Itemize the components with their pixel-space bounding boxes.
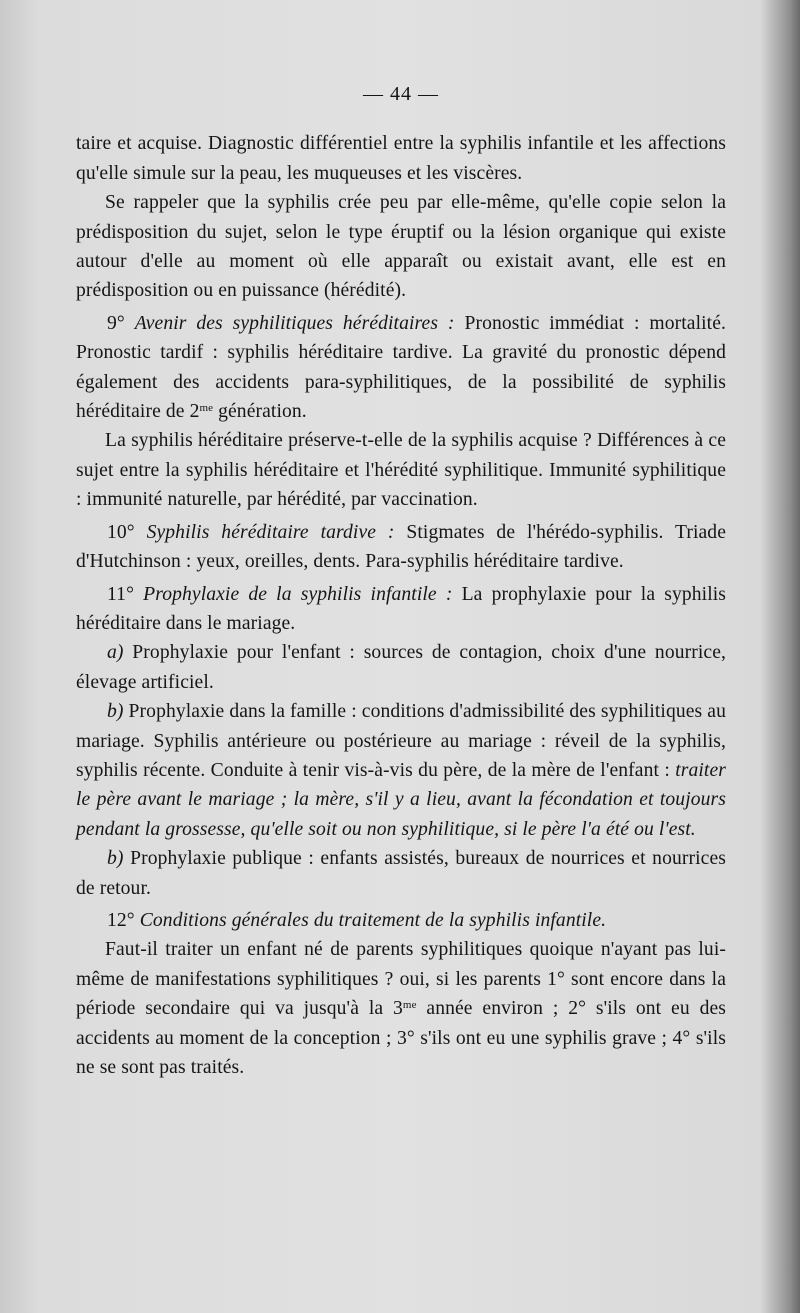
paragraph-text: taire et acquise. Diagnostic différentiel entre la syphilis infantile et les affections qu'elle simule sur la peau, les muqueuses et les viscères. [76,133,726,184]
ordinal-superscript: me [402,999,417,1012]
ordinal-superscript: me [199,402,214,415]
paragraph-text: Faut-il traiter un enfant né de parents syphilitiques quoique n'ayant pas lui-même de manifestations syphilitiques ? oui, si les parents 1° sont encore dans la période secondaire qui va jusqu'à la [76,939,726,1020]
paragraph-text: Prophylaxie dans la famille : conditions d'admissibilité des syphilitiques au mariage. Syphilis antérieure ou postérieure au mariage : réveil de la syphilis, syphilis récente. Conduite à tenir vis-à-vis du père, de la mère de l'enfant : [76,701,726,781]
item-b-famille [76,697,726,844]
paragraph-diagnostic [76,129,726,188]
section-number: 11° [107,583,135,605]
section-number: 12° [107,909,135,931]
section-heading: Conditions générales du traitement de la syphilis infantile. [139,909,607,931]
section-heading: Syphilis héréditaire tardive : [146,521,395,543]
item-label: b) [107,848,124,870]
section-heading: Prophylaxie de la syphilis infantile : [143,583,453,605]
page-number: — 44 — [363,83,439,105]
ordinal-number: 2 [189,401,200,423]
item-label: b) [107,701,124,723]
paragraph-text: La prophylaxie pour la syphilis héréditaire dans le mariage. [76,583,727,634]
paragraph-text: Prophylaxie pour l'enfant : sources de contagion, choix d'une nourrice, élevage artificiel. [76,642,727,693]
paragraph-text-continued: génération. [218,401,307,423]
section-heading: Avenir des syphilitiques héréditaires : [134,312,455,334]
italic-passage: traiter le père avant le mariage ; la mère, s'il y a lieu, avant la fécondation et toujours pendant la grossesse, qu'elle soit ou non syphilitique, si le père l'a été ou l'est. [76,759,726,840]
paragraph-text: Prophylaxie publique : enfants assistés, bureaux de nourrices et nourrices de retour. [76,848,726,899]
section-9-avenir [76,309,726,427]
item-b-publique [76,844,726,903]
paragraph-text: Stigmates de l'hérédo-syphilis. Triade d'Hutchinson : yeux, oreilles, dents. Para-syphilis héréditaire tardive. [76,521,726,573]
section-12-traitement [76,906,726,935]
paragraph-traiter [76,935,726,1082]
section-10-tardive [76,518,726,577]
section-number: 10° [107,521,135,543]
section-number: 9° [107,312,125,334]
section-11-prophylaxie [76,580,726,639]
paragraph-predisposition [76,188,726,306]
paragraph-immunite [76,426,726,514]
paragraph-text: La syphilis héréditaire préserve-t-elle de la syphilis acquise ? Différences à ce sujet entre la syphilis héréditaire et l'hérédité syphilitique. Immunité syphilitique : immunité naturelle, par hérédité, par vaccination. [76,430,726,511]
paragraph-text: Pronostic immédiat : mortalité. Pronostic tardif : syphilis héréditaire tardive. La gravité du pronostic dépend également des accidents para-syphilitiques, de la possibilité de syphilis héréditaire de [76,312,726,423]
paragraph-text: Se rappeler que la syphilis crée peu par elle-même, qu'elle copie selon la prédisposition du sujet, selon le type éruptif ou la lésion organique qui existe autour d'elle au moment où elle apparaît ou existait avant, elle est en prédisposition ou en puissance (hérédité). [76,192,726,302]
item-label: a) [107,642,124,664]
item-a-enfant [76,638,726,697]
paragraph-text-continued: année environ ; 2° s'ils ont eu des accidents au moment de la conception ; 3° s'ils ont eu une syphilis grave ; 4° s'ils ne se sont pas traités. [76,998,726,1078]
document-page [76,80,726,1082]
ordinal-number: 3 [393,998,403,1020]
